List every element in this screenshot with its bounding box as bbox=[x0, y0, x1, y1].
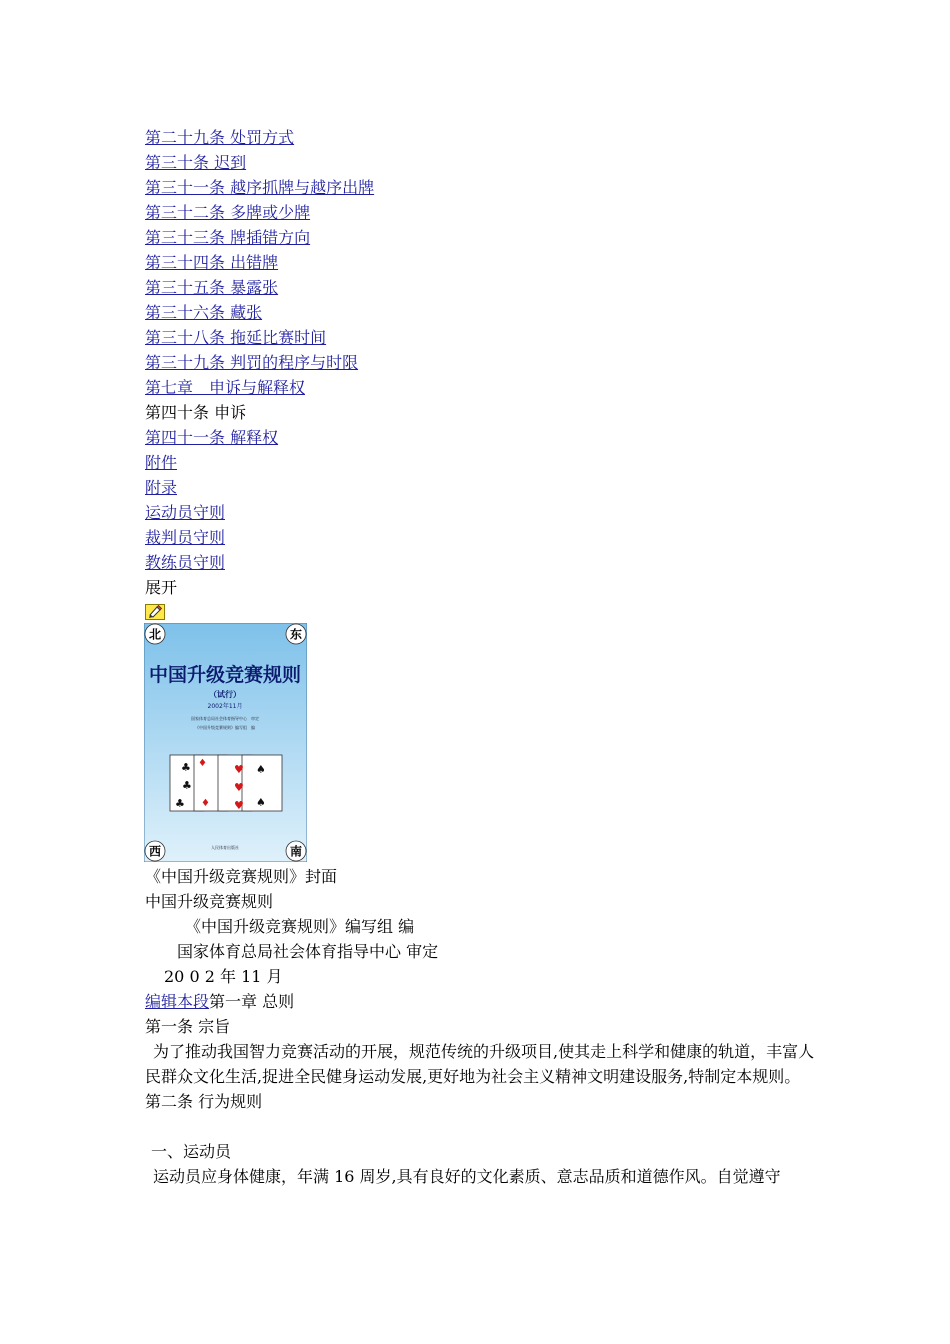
book-cover-image bbox=[144, 623, 307, 862]
pencil-edit-icon[interactable] bbox=[145, 604, 165, 620]
svg-text:♣: ♣ bbox=[182, 779, 192, 792]
toc-link[interactable]: 第二十九条 处罚方式 bbox=[145, 128, 295, 147]
toc-item bbox=[145, 375, 815, 400]
section-1-title: 一、运动员 bbox=[151, 1142, 232, 1161]
toc-item bbox=[145, 450, 815, 475]
toc-link[interactable]: 第三十五条 暴露张 bbox=[145, 278, 279, 297]
toc-link[interactable]: 第三十三条 牌插错方向 bbox=[145, 228, 311, 247]
toc-item bbox=[145, 200, 815, 225]
toc-link[interactable]: 教练员守则 bbox=[145, 553, 226, 572]
playing-cards-illustration bbox=[170, 755, 282, 812]
cover-date: 2002年11月 bbox=[207, 703, 243, 710]
article-1-title: 第一条 宗旨 bbox=[145, 1017, 231, 1036]
cover-corner-south: 南 bbox=[289, 844, 303, 859]
toc-item bbox=[145, 150, 815, 175]
cover-corner-west: 西 bbox=[148, 844, 162, 859]
book-title: 中国升级竞赛规则 bbox=[145, 892, 274, 911]
cover-subtitle: （试行） bbox=[209, 690, 241, 699]
edit-section-link[interactable]: 编辑本段 bbox=[145, 992, 210, 1011]
chapter-heading-line bbox=[145, 989, 815, 1014]
book-reviewer: 国家体育总局社会体育指导中心 审定 bbox=[177, 942, 439, 961]
svg-text:♥: ♥ bbox=[234, 799, 244, 812]
toc-link[interactable]: 裁判员守则 bbox=[145, 528, 226, 547]
section-1-text: 运动员应身体健康，年满 16 周岁,具有良好的文化素质、意志品质和道德作风。自觉遵守 bbox=[153, 1167, 781, 1186]
document-body bbox=[145, 125, 815, 1189]
toc-item bbox=[145, 300, 815, 325]
cover-credit-editor: 《中国升级竞赛规则》编写组 编 bbox=[195, 725, 255, 730]
book-date: 20 0 2 年 11 月 bbox=[164, 967, 283, 986]
toc-item bbox=[145, 500, 815, 525]
article-1-text: 为了推动我国智力竞赛活动的开展，规范传统的升级项目,使其走上科学和健康的轨道，丰富人民群众文化生活,捉进全民健身运动发展,更好地为社会主义精神文明建设服务,特制定本规则。 bbox=[145, 1042, 815, 1086]
toc-link[interactable]: 第三十二条 多牌或少牌 bbox=[145, 203, 311, 222]
toc-link[interactable]: 运动员守则 bbox=[145, 503, 226, 522]
expand-toggle[interactable]: 展开 bbox=[145, 578, 178, 597]
cover-caption: 《中国升级竞赛规则》封面 bbox=[145, 867, 338, 886]
toc-item bbox=[145, 425, 815, 450]
toc-link[interactable]: 第三十四条 出错牌 bbox=[145, 253, 279, 272]
cover-corner-north: 北 bbox=[148, 627, 162, 642]
svg-text:♣: ♣ bbox=[175, 797, 185, 810]
toc-item bbox=[145, 525, 815, 550]
chapter-heading: 第一章 总则 bbox=[209, 992, 295, 1011]
cover-publisher: 人民体育出版社 bbox=[211, 845, 239, 850]
toc-item bbox=[145, 250, 815, 275]
toc-link[interactable]: 第三十九条 判罚的程序与时限 bbox=[145, 353, 359, 372]
toc-link[interactable]: 第三十八条 拖延比赛时间 bbox=[145, 328, 327, 347]
toc-item bbox=[145, 350, 815, 375]
table-of-contents bbox=[145, 125, 815, 575]
toc-link[interactable]: 第七章 申诉与解释权 bbox=[145, 378, 306, 397]
toc-link[interactable]: 第四十一条 解释权 bbox=[145, 428, 279, 447]
cover-credit-reviewer: 国家体育总局社会体育指导中心 审定 bbox=[191, 716, 259, 721]
toc-link[interactable]: 附件 bbox=[145, 453, 178, 472]
toc-link[interactable]: 第三十一条 越序抓牌与越序出牌 bbox=[145, 178, 375, 197]
cover-title: 中国升级竞赛规则 bbox=[148, 664, 302, 686]
toc-item bbox=[145, 225, 815, 250]
toc-link[interactable]: 第三十条 迟到 bbox=[145, 153, 247, 172]
toc-item bbox=[145, 275, 815, 300]
cover-corner-east: 东 bbox=[289, 627, 303, 642]
svg-text:♥: ♥ bbox=[234, 763, 244, 776]
toc-link[interactable]: 附录 bbox=[145, 478, 178, 497]
svg-text:♠: ♠ bbox=[256, 763, 266, 776]
svg-text:♠: ♠ bbox=[256, 796, 266, 809]
svg-text:♥: ♥ bbox=[234, 781, 244, 794]
toc-item bbox=[145, 475, 815, 500]
toc-item bbox=[145, 175, 815, 200]
book-editor: 《中国升级竞赛规则》编写组 编 bbox=[185, 917, 415, 936]
svg-text:♦: ♦ bbox=[201, 798, 210, 809]
article-2-title: 第二条 行为规则 bbox=[145, 1092, 263, 1111]
toc-item bbox=[145, 400, 815, 425]
svg-text:♣: ♣ bbox=[181, 761, 191, 774]
toc-item bbox=[145, 125, 815, 150]
toc-item bbox=[145, 550, 815, 575]
toc-text: 第四十条 申诉 bbox=[145, 403, 247, 422]
toc-item bbox=[145, 325, 815, 350]
svg-text:♦: ♦ bbox=[198, 758, 207, 769]
toc-link[interactable]: 第三十六条 藏张 bbox=[145, 303, 263, 322]
